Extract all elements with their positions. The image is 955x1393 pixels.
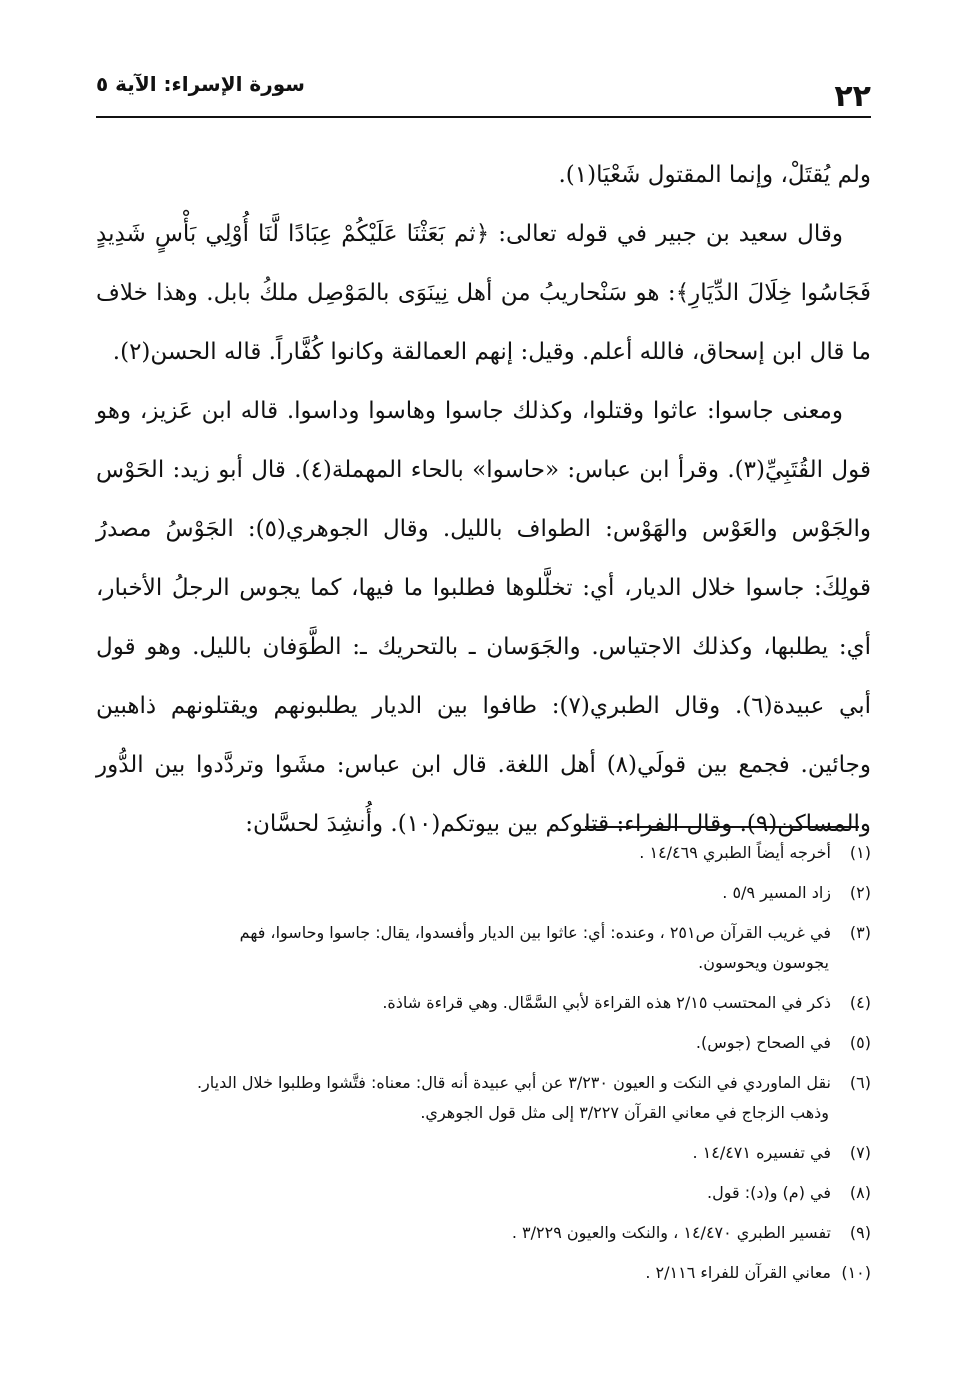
paragraph-2-end: : هو سَنْحاريبُ من أهل نِينَوَى بالمَوْصِل ملكُ بابل. وهذا خلاف ما قال ابن إسحاق، فالله أعلم. وقيل: إنهم العمالقة وكانوا كُفَّاراً. قاله الحسن(٢). [96, 280, 871, 365]
footnote-3 [96, 918, 871, 978]
footnote-1 [96, 838, 871, 868]
footnote-8 [96, 1178, 871, 1208]
footnote-text: زاد المسير ٥/٩ . [722, 883, 831, 902]
footnote-2 [96, 878, 871, 908]
footnote-text: نقل الماوردي في النكت و العيون ٣/٢٣٠ عن أبي عبيدة أنه قال: معناه: فتَّشوا وطلبوا خلال الديار. [196, 1073, 831, 1092]
footnote-number: (٨) [849, 1183, 871, 1202]
footnote-text: في الصحاح (جوس). [695, 1033, 831, 1052]
footnote-text: ذكر في المحتسب ٢/١٥ هذه القراءة لأبي السَّمَّال. وهي قراءة شاذة. [382, 993, 831, 1012]
main-text [96, 146, 871, 854]
footnote-separator [585, 826, 859, 828]
paragraph-2-start: وقال سعيد بن جبير في قوله تعالى: [489, 221, 844, 247]
footnote-number: (٢) [849, 883, 871, 902]
footnote-number: (١٠) [841, 1263, 871, 1282]
footnote-text: في تفسيره ١٤/٤٧١ . [692, 1143, 831, 1162]
footnote-continuation: يجوسون ويحوسون. [698, 953, 829, 972]
paragraph-3: ومعنى جاسوا: عاثوا وقتلوا، وكذلك جاسوا وهاسوا وداسوا. قاله ابن عَزيز، وهو قول القُتَبِيِّ(٣). وقرأ ابن عباس: «حاسوا» بالحاء المهملة(٤). قال أبو زيد: الحَوْس والجَوْس والعَوْس والهَوْس: الطواف بالليل. وقال الجوهري(٥): الجَوْسُ مصدرُ قولِكَ: جاسوا خلال الديار، أي: تخلَّلوها فطلبوا ما فيها، كما يجوس الرجلُ الأخبار، أي: يطلبها، وكذلك الاجتياس. والجَوَسان ـ بالتحريك ـ: الطَّوَفان بالليل. وهو قول أبي عبيدة(٦). وقال الطبري(٧): طافوا بين الديار يطلبونهم ويقتلونهم ذاهبين وجائين. فجمع بين قولَي(٨) أهل اللغة. قال ابن عباس: مشَوا وتردَّدوا بين الدُّور والمساكن(٩). وقال الفراء: قتلوكم بين بيوتكم(١٠). وأُنشِدَ لحسَّان: [96, 398, 872, 837]
footnote-number: (١) [849, 843, 871, 862]
footnote-5 [96, 1028, 871, 1058]
quran-verse: ﴿ثم بَعَثْنَا عَلَيْكُمْ عِبَادًا لَّنَا أُوْلِي بَأْسٍ شَدِيدٍ فَجَاسُوا خِلَالَ الدِّيَارِ﴾ [96, 221, 871, 306]
footnote-6 [96, 1068, 871, 1128]
paragraph-1: ولم يُقتَلْ، وإنما المقتول شَعْيَا(١). [558, 162, 871, 188]
footnote-text: تفسير الطبري ١٤/٤٧٠ ، والنكت والعيون ٣/٢٢٩ . [511, 1223, 831, 1242]
footnote-10 [96, 1258, 871, 1288]
footnote-number: (٩) [849, 1223, 871, 1242]
paragraph-2 [96, 205, 871, 382]
footnote-number: (٥) [849, 1033, 871, 1052]
page-header [96, 60, 871, 118]
footnote-7 [96, 1138, 871, 1168]
running-title: سورة الإسراء: الآية ٥ [96, 72, 305, 96]
footnote-text: في غريب القرآن ص٢٥١ ، وعنده: أي: عاثوا بين الديار وأفسدوا، يقال: جاسوا وحاسوا، فهم [239, 923, 831, 942]
page-number: ٢٢ [834, 79, 871, 114]
footnote-number: (٤) [849, 993, 871, 1012]
footnote-4 [96, 988, 871, 1018]
footnote-number: (٦) [849, 1073, 871, 1092]
footnote-text: في (م) و(د): قول. [707, 1183, 831, 1202]
footnote-9 [96, 1218, 871, 1248]
footnote-continuation: وذهب الزجاج في معاني القرآن ٣/٢٢٧ إلى مثل قول الجوهري. [420, 1103, 829, 1122]
footnote-text: معاني القرآن للفراء ٢/١١٦ . [645, 1263, 831, 1282]
footnote-text: أخرجه أيضاً الطبري ١٤/٤٦٩ . [639, 843, 831, 862]
footnote-number: (٧) [849, 1143, 871, 1162]
footnotes [96, 838, 871, 1298]
footnote-number: (٣) [849, 923, 871, 942]
